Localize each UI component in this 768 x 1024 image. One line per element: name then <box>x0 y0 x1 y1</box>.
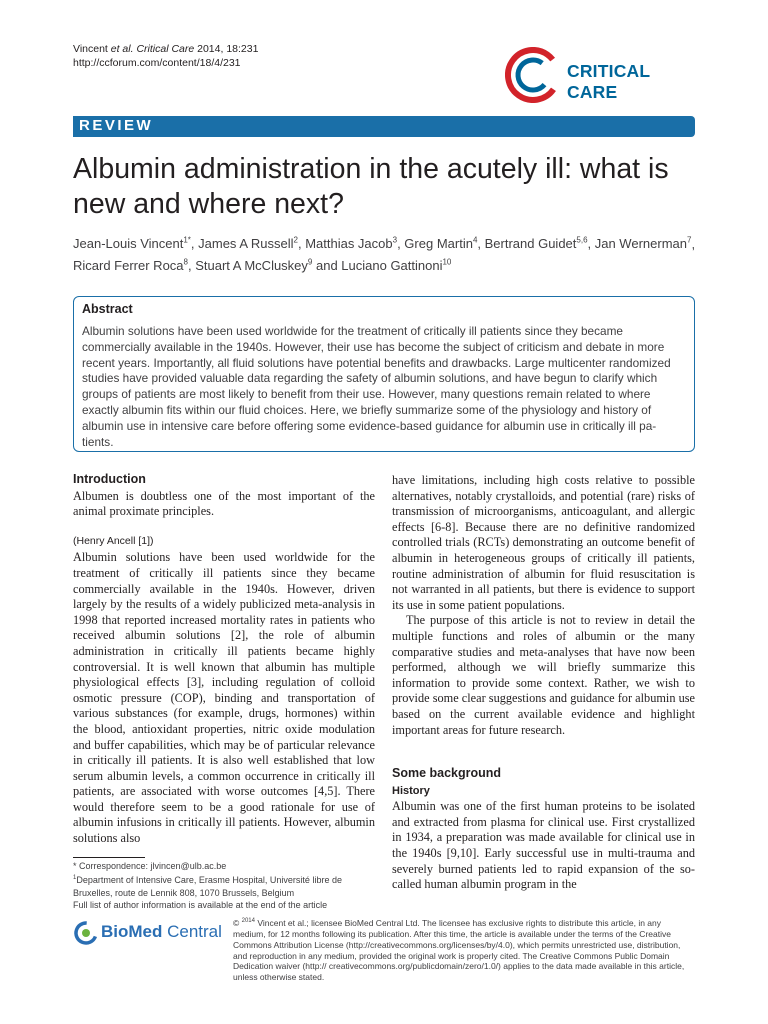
epigraph: Albumen is doubtless one of the most important of the animal proximate principles. <box>73 488 375 519</box>
license-year: 2014 <box>241 918 255 924</box>
citation-year-volume: 2014, 18:231 <box>194 43 259 55</box>
article-url-link[interactable]: http://ccforum.com/content/18/4/231 <box>73 57 241 69</box>
abstract-line: commercially available in the 1940s. However, their use has become the subject of criticism and debate in more <box>82 339 665 354</box>
author[interactable]: , Jan Wernerman$^7$ <box>587 236 692 252</box>
license-text: © $^{2014}$ Vincent et al.; licensee BioMed Central Ltd. The licensee has exclusive rights to distribute this article, in any medium, for 12 months following its publication. After this time, the article is available under the terms of the Creative Commons Attribution License (http://creativecommons.org/licenses/by/4.0), which permits unrestricted use, distribution, and reproduction in any medium, provided the original work is properly cited. The Creative Commons Public Domain Dedication waiver (http:// creativecommons.org/publicdomain/zero/1.0/) applies to the data made available in this article, unless otherwise stated. <box>233 917 685 983</box>
abstract-body <box>82 324 686 450</box>
abstract-line: tients. <box>82 434 114 449</box>
author[interactable]: , Bertrand Guidet$^{5,6}$ <box>477 236 588 252</box>
critical-care-logo-icon <box>505 47 561 103</box>
section-heading: Some background <box>392 766 502 781</box>
section-banner <box>73 116 695 137</box>
biomed-central-logo <box>73 916 233 950</box>
publisher-name: BioMed Central <box>101 922 222 941</box>
author[interactable]: , Stuart A McCluskey$^9$ <box>187 257 313 273</box>
correspondence-email[interactable]: * Correspondence: jlvincen@ulb.ac.be <box>73 861 227 871</box>
abstract-line: recent years. Importantly, all fluid solutions have potential benefits and drawbacks. Large multicenter randomized <box>82 355 671 370</box>
author[interactable]: , Greg Martin$^4$ <box>397 236 478 252</box>
abstract-box <box>73 296 695 452</box>
introduction-heading: Introduction <box>73 472 146 486</box>
author[interactable]: Ricard Ferrer Roca$^8$ <box>73 257 188 273</box>
body-paragraph: The purpose of this article is not to review in detail the multiple functions and roles of albumin or the many comparative studies and meta-analyses that have now been performed, although we will briefly summarize this information to provide some context. Rather, we wish to provide some clear suggestions and guidance for albumin use based on the current available evidence and highlight important areas for future research. <box>392 613 695 737</box>
left-column <box>73 472 375 847</box>
body-paragraph: have limitations, including high costs relative to possible alternatives, notably crystalloids, and potential (rare) risks of transmission of microorganisms, anticoagulant, and allergic effects [6-8]. Because there are no definitive randomized controlled trials (RCTs) demonstrating an outcome benefit of albumin in heterogeneous groups of critically ill patients, routine administration of albumin for fluid resuscitation is not warranted in all patients, but there is evidence to support its use in some patient populations. <box>392 473 695 612</box>
section-label: REVIEW <box>79 117 154 134</box>
citation-etal: et al. <box>110 43 134 55</box>
abstract-line: exactly albumin fits within our fluid choices. Here, we briefly summarize some of the physiology and history of <box>82 402 652 417</box>
author[interactable]: , Matthias Jacob$^3$ <box>297 236 398 252</box>
epigraph-attribution: (Henry Ancell [1]) <box>73 534 154 547</box>
author[interactable]: Jean-Louis Vincent$^{1*}$ <box>73 236 191 252</box>
license-body: Vincent et al.; licensee BioMed Central Ltd. The licensee has exclusive rights to distribute this article, in any medium, for 12 months following its publication. After this time, the article is available under the terms of the Creative Commons Attribution License (http://creativecommons.org/licenses/by/4.0), which permits unrestricted use, distribution, and reproduction in any medium, provided the original work is properly cited. The Creative Commons Public Domain Dedication waiver (http:// creativecommons.org/publicdomain/zero/1.0/) applies to the data made available in this article, unless otherwise stated. <box>233 917 685 983</box>
article-title: Albumin administration in the acutely ill: what is new and where next? <box>73 153 669 220</box>
abstract-line: Albumin solutions have been used worldwide for the treatment of critically ill patients since they became <box>82 324 623 338</box>
subsection-heading: History <box>392 784 430 797</box>
abstract-line: groups of patients are most likely to benefit from their use. However, many questions remain related to where <box>82 387 651 402</box>
footnotes <box>73 860 383 911</box>
author-separator: , <box>691 236 696 252</box>
author-line-1 <box>73 232 703 253</box>
abstract-line: albumin use in intensive care before offering some evidence-based guidance for albumin use in critically ill pa- <box>82 418 657 433</box>
body-paragraph: Albumin was one of the first human proteins to be isolated and extracted from plasma for clinical use. First crystallized in 1934, a preparation was made available for clinical use in the 1940s [9,10]. Early successful use in multi-trauma and severely burned patients led to rapid expansion of the so-called human albumin program in the <box>392 799 695 892</box>
author-list <box>73 232 703 275</box>
citation-line <box>73 42 258 56</box>
introduction-paragraph: Albumin solutions have been used worldwide for the treatment of critically ill patients since they became commercially available in the 1940s. However, driven largely by the results of a widely publicized meta-analysis in 1998 that reported increased mortality rates in patients who received albumin solutions [2], the role of albumin administration in critically ill patients became highly controversial. It is well known that albumin has multiple physiological effects [3], including regulation of colloid osmotic pressure (COP), binding and transportation of various substances (for example, drugs, hormones) within the blood, antioxidant properties, nitric oxide modulation and buffer capabilities, which may be of particular relevance in critically ill patients. It is also well established that low serum albumin levels, a common occurrence in critically ill patients, are associated with worse outcomes [4,5]. There would therefore seem to be a good rationale for use of albumin infusions in critically ill patients. However, albumin solutions also <box>73 550 375 846</box>
citation-authors: Vincent <box>73 43 111 55</box>
biomed-central-logo-icon <box>73 918 99 948</box>
footnote-divider <box>73 857 145 858</box>
author[interactable]: and Luciano Gattinoni$^{10}$ <box>312 257 452 273</box>
author-line-2 <box>73 253 703 274</box>
citation-journal: Critical Care <box>136 43 195 55</box>
critical-care-logo <box>505 47 695 103</box>
citation-header <box>73 42 258 70</box>
right-column <box>392 473 695 893</box>
affiliation: $^1$Department of Intensive Care, Erasme Hospital, Université libre de Bruxelles, route de Lennik 808, 1070 Brussels, Belgium <box>73 875 342 898</box>
journal-name: CRITICAL CARE <box>567 61 650 102</box>
abstract-line: studies have provided valuable data regarding the safety of albumin solutions, and have begun to clarify which <box>82 371 658 386</box>
author-info-note: Full list of author information is available at the end of the article <box>73 899 328 910</box>
abstract-heading: Abstract <box>82 302 133 316</box>
author[interactable]: , James A Russell$^2$ <box>190 236 298 252</box>
